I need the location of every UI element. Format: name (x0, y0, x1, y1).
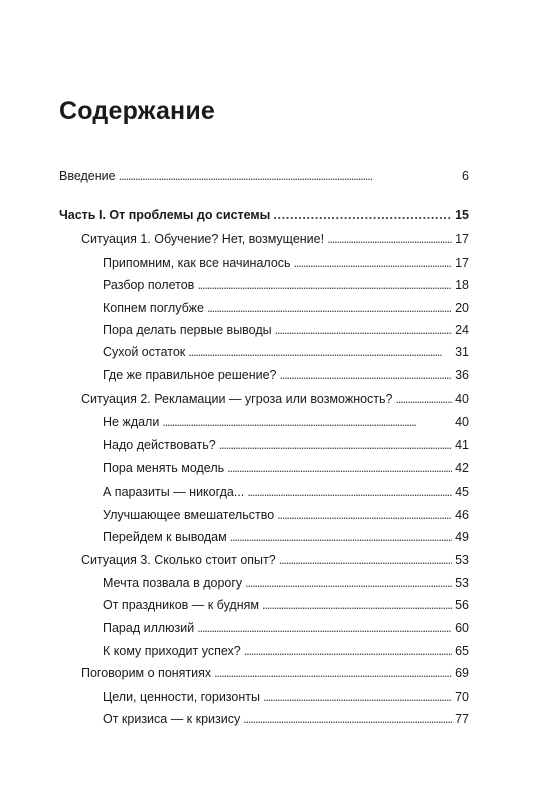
dot-leader (396, 391, 453, 407)
toc-entry-label: Пора делать первые выводы (103, 323, 272, 337)
dot-leader (263, 689, 452, 705)
dot-leader (227, 460, 452, 476)
toc-page-number: 17 (455, 232, 469, 246)
toc-entry (103, 597, 469, 613)
toc-entry-label: Не ждали (103, 415, 160, 429)
toc-page-number: 45 (455, 485, 469, 499)
toc-entry-label: Ситуация 2. Рекламации — угроза или возможность? (81, 392, 393, 406)
dot-leader (294, 255, 453, 271)
toc-page-number: 46 (455, 508, 469, 522)
toc-page-number: 53 (455, 553, 469, 567)
toc-page-number: 31 (455, 345, 469, 359)
toc-entry (103, 414, 469, 430)
toc-page-number: 53 (455, 576, 469, 590)
toc-entry-label: Сухой остаток (103, 345, 186, 359)
toc-page-number: 69 (455, 666, 469, 680)
toc-entry (103, 437, 469, 453)
toc-page-number: 17 (455, 256, 469, 270)
toc-entry (103, 484, 469, 500)
toc-entry-label: Припомним, как все начиналось (103, 256, 291, 270)
toc-page-number: 40 (455, 415, 469, 429)
toc-entry (103, 620, 469, 636)
toc-entry (103, 300, 469, 316)
toc-entry (103, 643, 469, 659)
dot-leader (188, 344, 452, 360)
toc-entry (103, 322, 469, 338)
toc-page-number: 6 (462, 169, 469, 183)
toc-page-number: 20 (455, 301, 469, 315)
dot-leader (162, 414, 452, 430)
toc-entry-label: Надо действовать? (103, 438, 216, 452)
dot-leader (279, 552, 452, 568)
toc-chapter-entry (81, 552, 469, 568)
toc-page-number: 70 (455, 690, 469, 704)
toc-entry (59, 168, 469, 184)
dot-leader (207, 300, 452, 316)
page-title: Содержание (59, 97, 216, 125)
dot-leader (275, 322, 452, 338)
toc-entry-label: От праздников — к будням (103, 598, 259, 612)
toc-entry (103, 575, 469, 591)
toc-entry-label: Где же правильное решение? (103, 368, 277, 382)
dot-leader (219, 437, 452, 453)
toc-chapter-entry (81, 231, 469, 247)
dot-leader (230, 529, 452, 545)
toc-entry (103, 344, 469, 360)
dot-leader (247, 484, 452, 500)
toc-entry-label: Введение (59, 169, 116, 183)
toc-page-number: 40 (455, 392, 469, 406)
dot-leader (327, 231, 452, 247)
toc-entry (103, 711, 469, 727)
toc-page-number: 36 (455, 368, 469, 382)
toc-entry-label: Ситуация 1. Обучение? Нет, возмущение! (81, 232, 325, 246)
dot-leader (262, 597, 452, 613)
toc-entry-label: Разбор полетов (103, 278, 195, 292)
toc-entry-label: Цели, ценности, горизонты (103, 690, 260, 704)
toc-entry (103, 529, 469, 545)
toc-entry (103, 255, 469, 271)
toc-entry-label: Поговорим о понятиях (81, 666, 212, 680)
toc-page-number: 49 (455, 530, 469, 544)
toc-entry-label: Копнем поглубже (103, 301, 204, 315)
toc-entry-label: Ситуация 3. Сколько стоит опыт? (81, 553, 276, 567)
dot-leader (273, 207, 452, 223)
toc-entry (103, 507, 469, 523)
toc-page-number: 65 (455, 644, 469, 658)
toc-page-number: 60 (455, 621, 469, 635)
toc-page-number: 41 (455, 438, 469, 452)
toc-entry-label: Часть I. От проблемы до системы (59, 208, 271, 222)
toc-part-entry (59, 207, 469, 223)
dot-leader (243, 711, 452, 727)
toc-entry (103, 460, 469, 476)
toc-entry (103, 367, 469, 383)
toc-page-number: 56 (455, 598, 469, 612)
dot-leader (119, 168, 459, 184)
toc-chapter-entry (81, 665, 469, 681)
dot-leader (277, 507, 452, 523)
dot-leader (214, 665, 452, 681)
toc-page-number: 42 (455, 461, 469, 475)
dot-leader (244, 643, 452, 659)
toc-entry-label: Парад иллюзий (103, 621, 195, 635)
dot-leader (280, 367, 453, 383)
toc-entry-label: Мечта позвала в дорогу (103, 576, 243, 590)
dot-leader (197, 620, 452, 636)
dot-leader (245, 575, 452, 591)
toc-entry (103, 689, 469, 705)
toc-chapter-entry (81, 391, 469, 407)
toc-entry-label: К кому приходит успех? (103, 644, 241, 658)
toc-entry (103, 277, 469, 293)
toc-entry-label: Перейдем к выводам (103, 530, 227, 544)
toc-page-number: 24 (455, 323, 469, 337)
toc-page-number: 77 (455, 712, 469, 726)
toc-entry-label: От кризиса — к кризису (103, 712, 241, 726)
toc-page-number: 18 (455, 278, 469, 292)
toc-entry-label: Пора менять модель (103, 461, 225, 475)
toc-entry-label: Улучшающее вмешательство (103, 508, 275, 522)
dot-leader (197, 277, 452, 293)
toc-entry-label: А паразиты — никогда... (103, 485, 245, 499)
toc-page-number: 15 (455, 208, 469, 222)
